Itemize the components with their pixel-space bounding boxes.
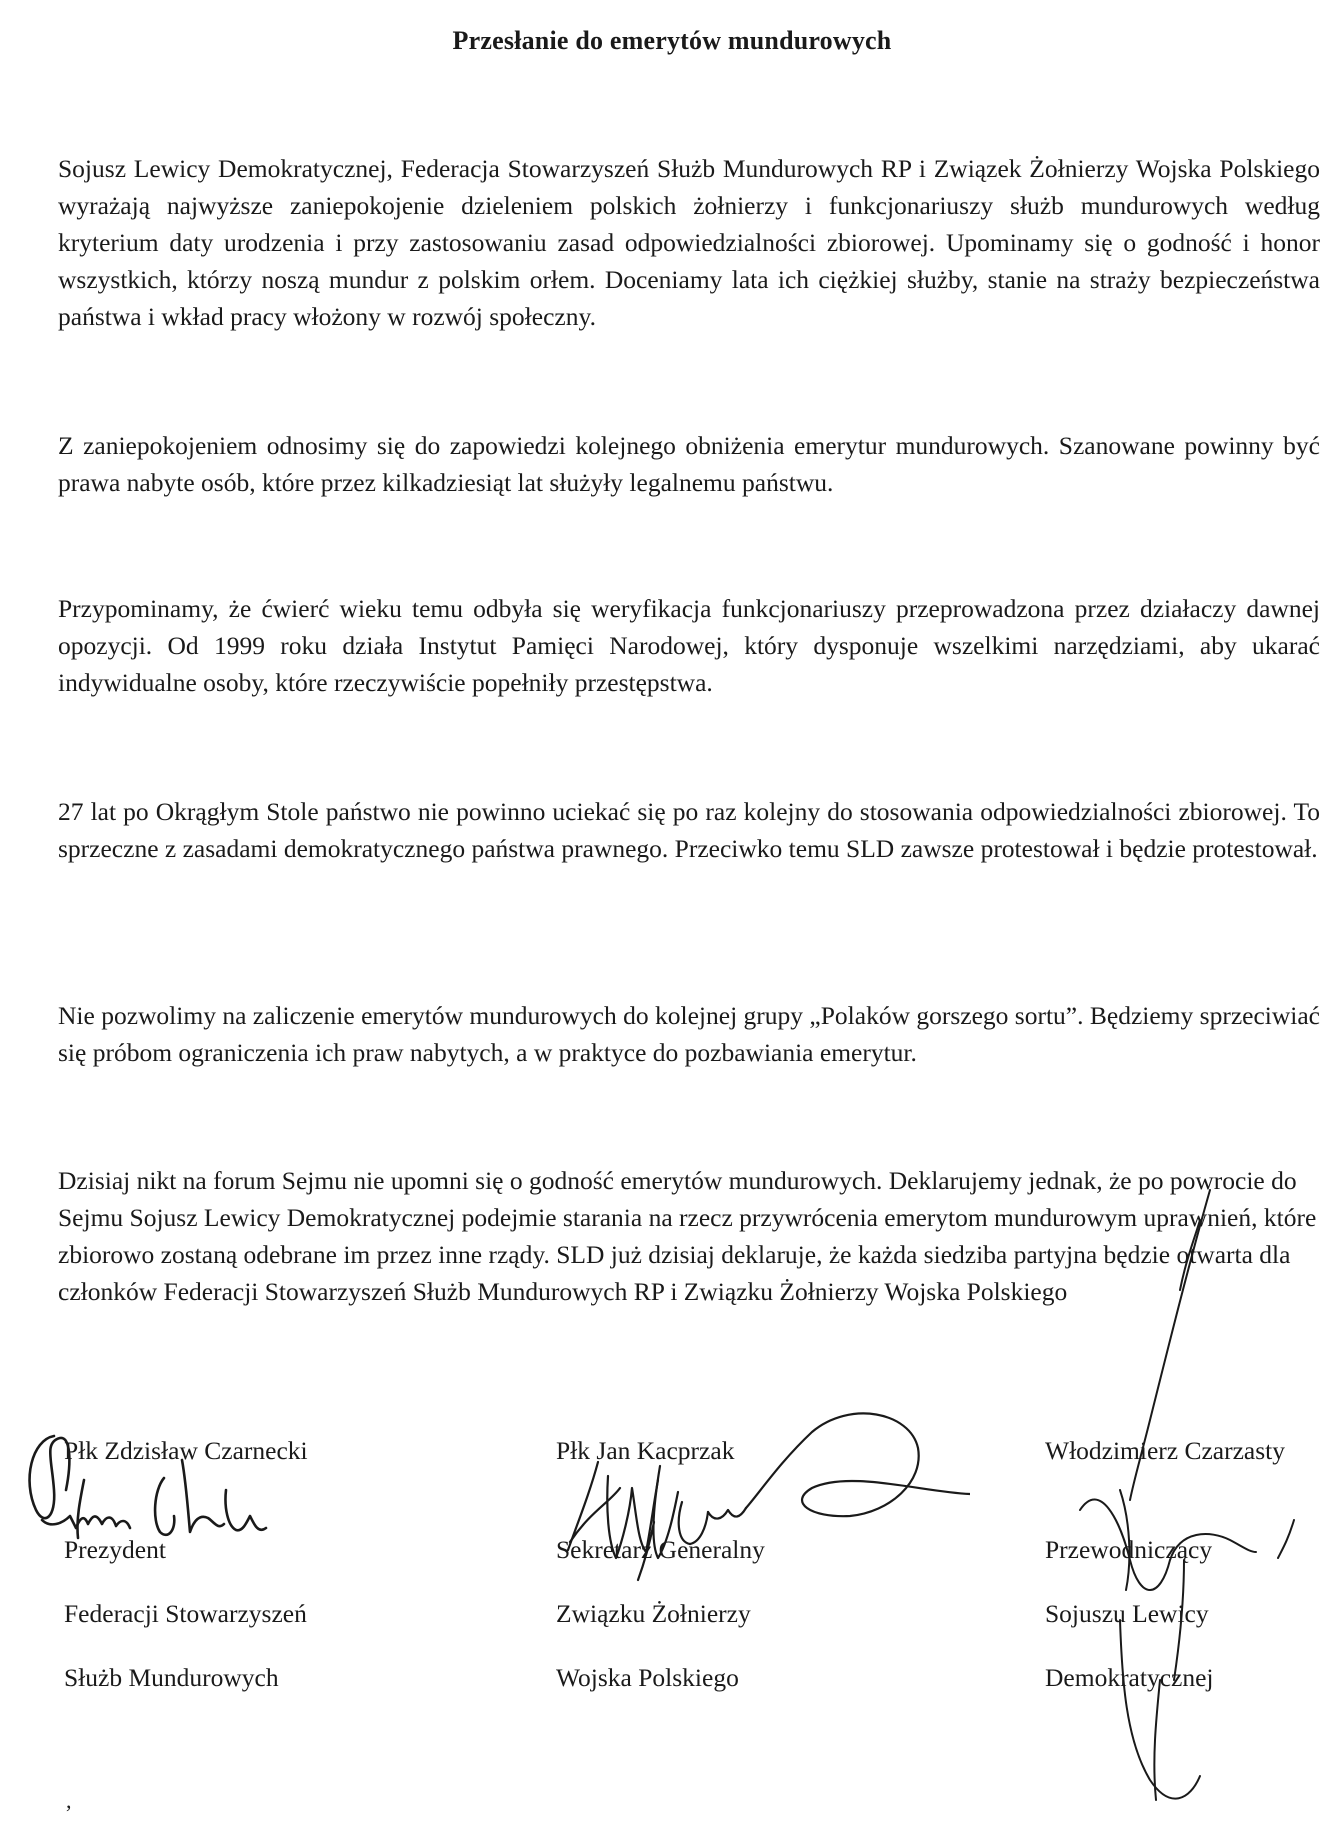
signatory-role-line: Sekretarz Generalny bbox=[556, 1535, 765, 1564]
signatory-name: Płk Jan Kacprzak bbox=[556, 1436, 735, 1465]
paragraph-2: Z zaniepokojeniem odnosimy się do zapowiedzi kolejnego obniżenia emerytur mundurowych. Szanowane powinny być prawa nabyte osób, które przez kilkadziesiąt lat służyły legalnemu państwu. bbox=[58, 431, 1320, 497]
signatory-czarzasty bbox=[1045, 1432, 1285, 1723]
paragraph-5: Nie pozwolimy na zaliczenie emerytów mundurowych do kolejnej grupy „Polaków gorszego sortu”. Będziemy sprzeciwiać się próbom ograniczenia ich praw nabytych, a w praktyce do pozbawiania emerytur. bbox=[58, 1001, 1320, 1067]
paragraph-6: Dzisiaj nikt na forum Sejmu nie upomni się o godność emerytów mundurowych. Deklarujemy jednak, że po powrocie do Sejmu Sojusz Lewicy Demokratycznej podejmie starania na rzecz przywrócenia emerytom mundurowym uprawnień, które zbiorowo zostaną odebrane im przez inne rządy. SLD już dzisiaj deklaruje, że każda siedziba partyjna będzie otwarta dla członków Federacji Stowarzyszeń Służb Mundurowych RP i Związku Żołnierzy Wojska Polskiego bbox=[58, 1166, 1317, 1306]
signatory-role-line: Związku Żołnierzy bbox=[556, 1599, 751, 1628]
document-title: Przesłanie do emerytów mundurowych bbox=[452, 26, 892, 55]
signatory-role-line: Demokratycznej bbox=[1045, 1663, 1214, 1692]
signatory-role-line: Sojuszu Lewicy bbox=[1045, 1599, 1209, 1628]
paragraph-1: Sojusz Lewicy Demokratycznej, Federacja Stowarzyszeń Służb Mundurowych RP i Związek Żołnierzy Wojska Polskiego wyrażają najwyższe zaniepokojenie dzieleniem polskich żołnierzy i funkcjonariuszy służb mundurowych według kryterium daty urodzenia i przy zastosowaniu zasad odpowiedzialności zbiorowej. Upominamy się o godność i honor wszystkich, którzy noszą mundur z polskim orłem. Doceniamy lata ich ciężkiej służby, stanie na straży bezpieczeństwa państwa i wkład pracy włożony w rozwój społeczny. bbox=[58, 154, 1320, 331]
signatory-czarnecki bbox=[64, 1432, 308, 1723]
signatory-role-line: Federacji Stowarzyszeń bbox=[64, 1599, 307, 1628]
signatory-role-line: Przewodniczący bbox=[1045, 1535, 1213, 1564]
signatory-role-line: Służb Mundurowych bbox=[64, 1663, 279, 1692]
paragraph-4: 27 lat po Okrągłym Stole państwo nie powinno uciekać się po raz kolejny do stosowania odpowiedzialności zbiorowej. To sprzeczne z zasadami demokratycznego państwa prawnego. Przeciwko temu SLD zawsze protestował i będzie protestował. bbox=[58, 797, 1320, 863]
signatory-name: Płk Zdzisław Czarnecki bbox=[64, 1436, 308, 1465]
signatory-kacprzak bbox=[556, 1432, 765, 1723]
stray-mark: , bbox=[66, 1788, 72, 1813]
signatory-name: Włodzimierz Czarzasty bbox=[1045, 1436, 1286, 1465]
signatory-role-line: Prezydent bbox=[64, 1535, 166, 1564]
paragraph-3: Przypominamy, że ćwierć wieku temu odbyła się weryfikacja funkcjonariuszy przeprowadzona przez działaczy dawnej opozycji. Od 1999 roku działa Instytut Pamięci Narodowej, który dysponuje wszelkimi narzędziami, aby ukarać indywidualne osoby, które rzeczywiście popełniły przestępstwa. bbox=[58, 594, 1320, 697]
signatory-role-line: Wojska Polskiego bbox=[556, 1663, 739, 1692]
